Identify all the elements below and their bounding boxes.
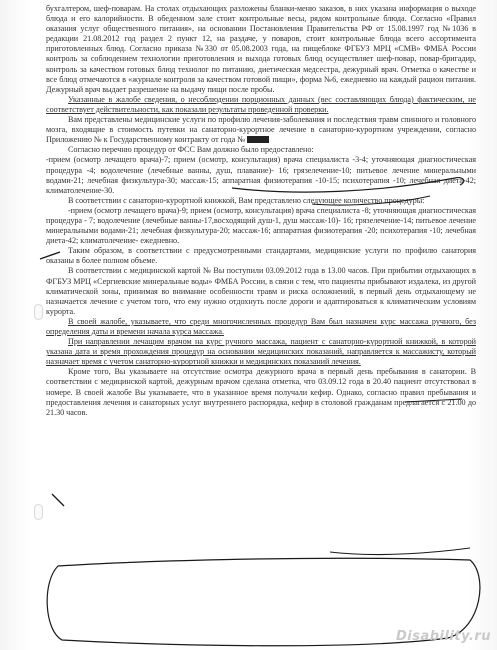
pen-tick-mark bbox=[52, 494, 64, 506]
watermark-logo: Disability.ru bbox=[395, 629, 491, 644]
paragraph-massage-complaint: В своей жалобе, указываете, что среди многочисленных процедур Вам был назначен курс массажа ручного, без определения даты и времени начала курса массажа. bbox=[46, 316, 476, 336]
paragraph-fss-procedures: -прием (осмотр лечащего врача)-7; прием (осмотр, консультация) врача специалиста -3-4; уточняющая диагностическая процедура -4; водолечение (лечебные ванны, душ, плавание)- 16; грязелечение-10; питьевое лечение минеральными водами-21; лечебная физкультура-30; массаж-15; аппаратная физиотерапия -10-15; психотерапия -10; лечебная диета-42; климатолечение-30. bbox=[46, 155, 476, 195]
pen-underline-mark bbox=[405, 399, 462, 402]
paragraph-conclusion: Таким образом, в соответствии с предусмотренными стандартами, медицинские услуги по профилю санатория оказаны в более полном объеме. bbox=[46, 246, 476, 266]
pen-underline-mark bbox=[330, 548, 470, 555]
pen-underline-mark bbox=[232, 178, 464, 193]
paragraph-duty-doctor: Кроме того, Вы указываете на отсутствие осмотра дежурного врача в первый день пребывания в санатории. В соответствии с медицинской картой, дежурным врачом сделана отметка, что 03.09.12 года в 20.40 пациент отсутствовал в номере. В своей жалобе Вы указываете, что в указанное время получали кефир. Однако, согласно правил пребывания и предоставления лечения и санаторных услуг внутреннего распорядка, кефир в столовой гражданам предлагается с 21.00 до 21.30 часов. bbox=[46, 367, 476, 417]
paragraph-massage-direction: При направлении лечащим врачом на курс ручного массажа, пациент с санаторно-курортной книжкой, в которой указана дата и время прохождения процедур на основании медицинских показаний, направляется к массажисту, который назначает время с учетом санаторно-курортной книжки и медицинских показаний лечения. bbox=[46, 337, 476, 367]
paragraph-booklet-intro: В соответствии с санаторно-курортной книжкой, Вам представлено следующее количество процедуры: bbox=[68, 195, 425, 205]
medical-services-text: Вам представлены медицинские услуги по профилю лечения-заболевания и последствия травм спинного и головного мозга, входящие в стоимость путевки на санаторно-курортное лечение в санаторно-курортном учреждении, согласно Приложению № к Государственному контракту от года № bbox=[46, 115, 476, 145]
paragraph-complaint-portion: Указанные в жалобе сведения, о несоблюдении порционных данных (вес составляющих блюда) фактическим, не соответствует действительности, как показали результаты проведенной проверки. bbox=[46, 94, 476, 114]
paragraph-booklet-procedures: -прием (осмотр лечащего врача)-9; прием (осмотр, консультация) врача специалиста -8; уточняющая диагностическая процедура - 7; водолечение (лечебные ванны-17,восходящий душ-1, душ массаж-10)- 16; грязелечение-14; питьевое лечение минеральными водами-21; лечебная физкультура-20; массаж-16; аппаратная физиотерапия -20; психотерапия -10; лечебная диета-42; климатолечение- ежедневно. bbox=[46, 205, 476, 246]
paragraph-arrival: В соответствии с медицинской картой № Вы поступили 03.09.2012 года в 13.00 часов. При прибытии отдыхающих в ФГБУЗ МРЦ «Сергиевские минеральные воды» ФМБА России, в связи с тем, что пациенты прибывают издалека, из другой климатической зоны, принимая во внимание особенности травм и риска осложнений, в первый день отдыхающему не назначается лечение с учетом того, что ему нужно отдохнуть после дороги и адаптироваться к климатическим условиям курорта. bbox=[46, 266, 476, 316]
pen-underline-mark bbox=[312, 196, 430, 205]
pen-tick-mark bbox=[40, 252, 60, 259]
paragraph-fss-list-intro: Согласно перечню процедур от ФСС Вам должно было предоставлено: bbox=[68, 145, 314, 155]
paragraph-catering-control: бухгалтером, шеф-поварам. На столах отдыхающих разложены бланки-меню заказов, в них указана информация о выходе блюда и его калорийности. В обеденном зале стоит контрольные весы, рядом контрольные блюда. Согласно «Правил оказания услуг общественного питания», на основании Постановления Правительства РФ от 15.08.1997 год №1036 в редакции 21.08.2012 год раздел 2 пункт 12, на раздаче, у поваров, стоит контрольные блюда всего ассортимента приготовленных блюд. Согласно приказа №330 от 05.08.2003 года, на пищеблоке ФГБУЗ МРЦ «СМВ» ФМБА России контроль за соблюдением технологии приготовления и выхода готовых блюд осуществляет шеф-повар, повар-бригадир, контроль за качеством готовых блюд технолог по питанию, диетическая медсестра, дежурный врач. Отметка о качестве и все блюд отмечаются в «журнале контроля за качеством готовой пищи», форма №6, ежедневно на каждый рацион питания. Дежурный врач выдает разрешение на выдачу пищи после пробы. bbox=[46, 4, 476, 94]
